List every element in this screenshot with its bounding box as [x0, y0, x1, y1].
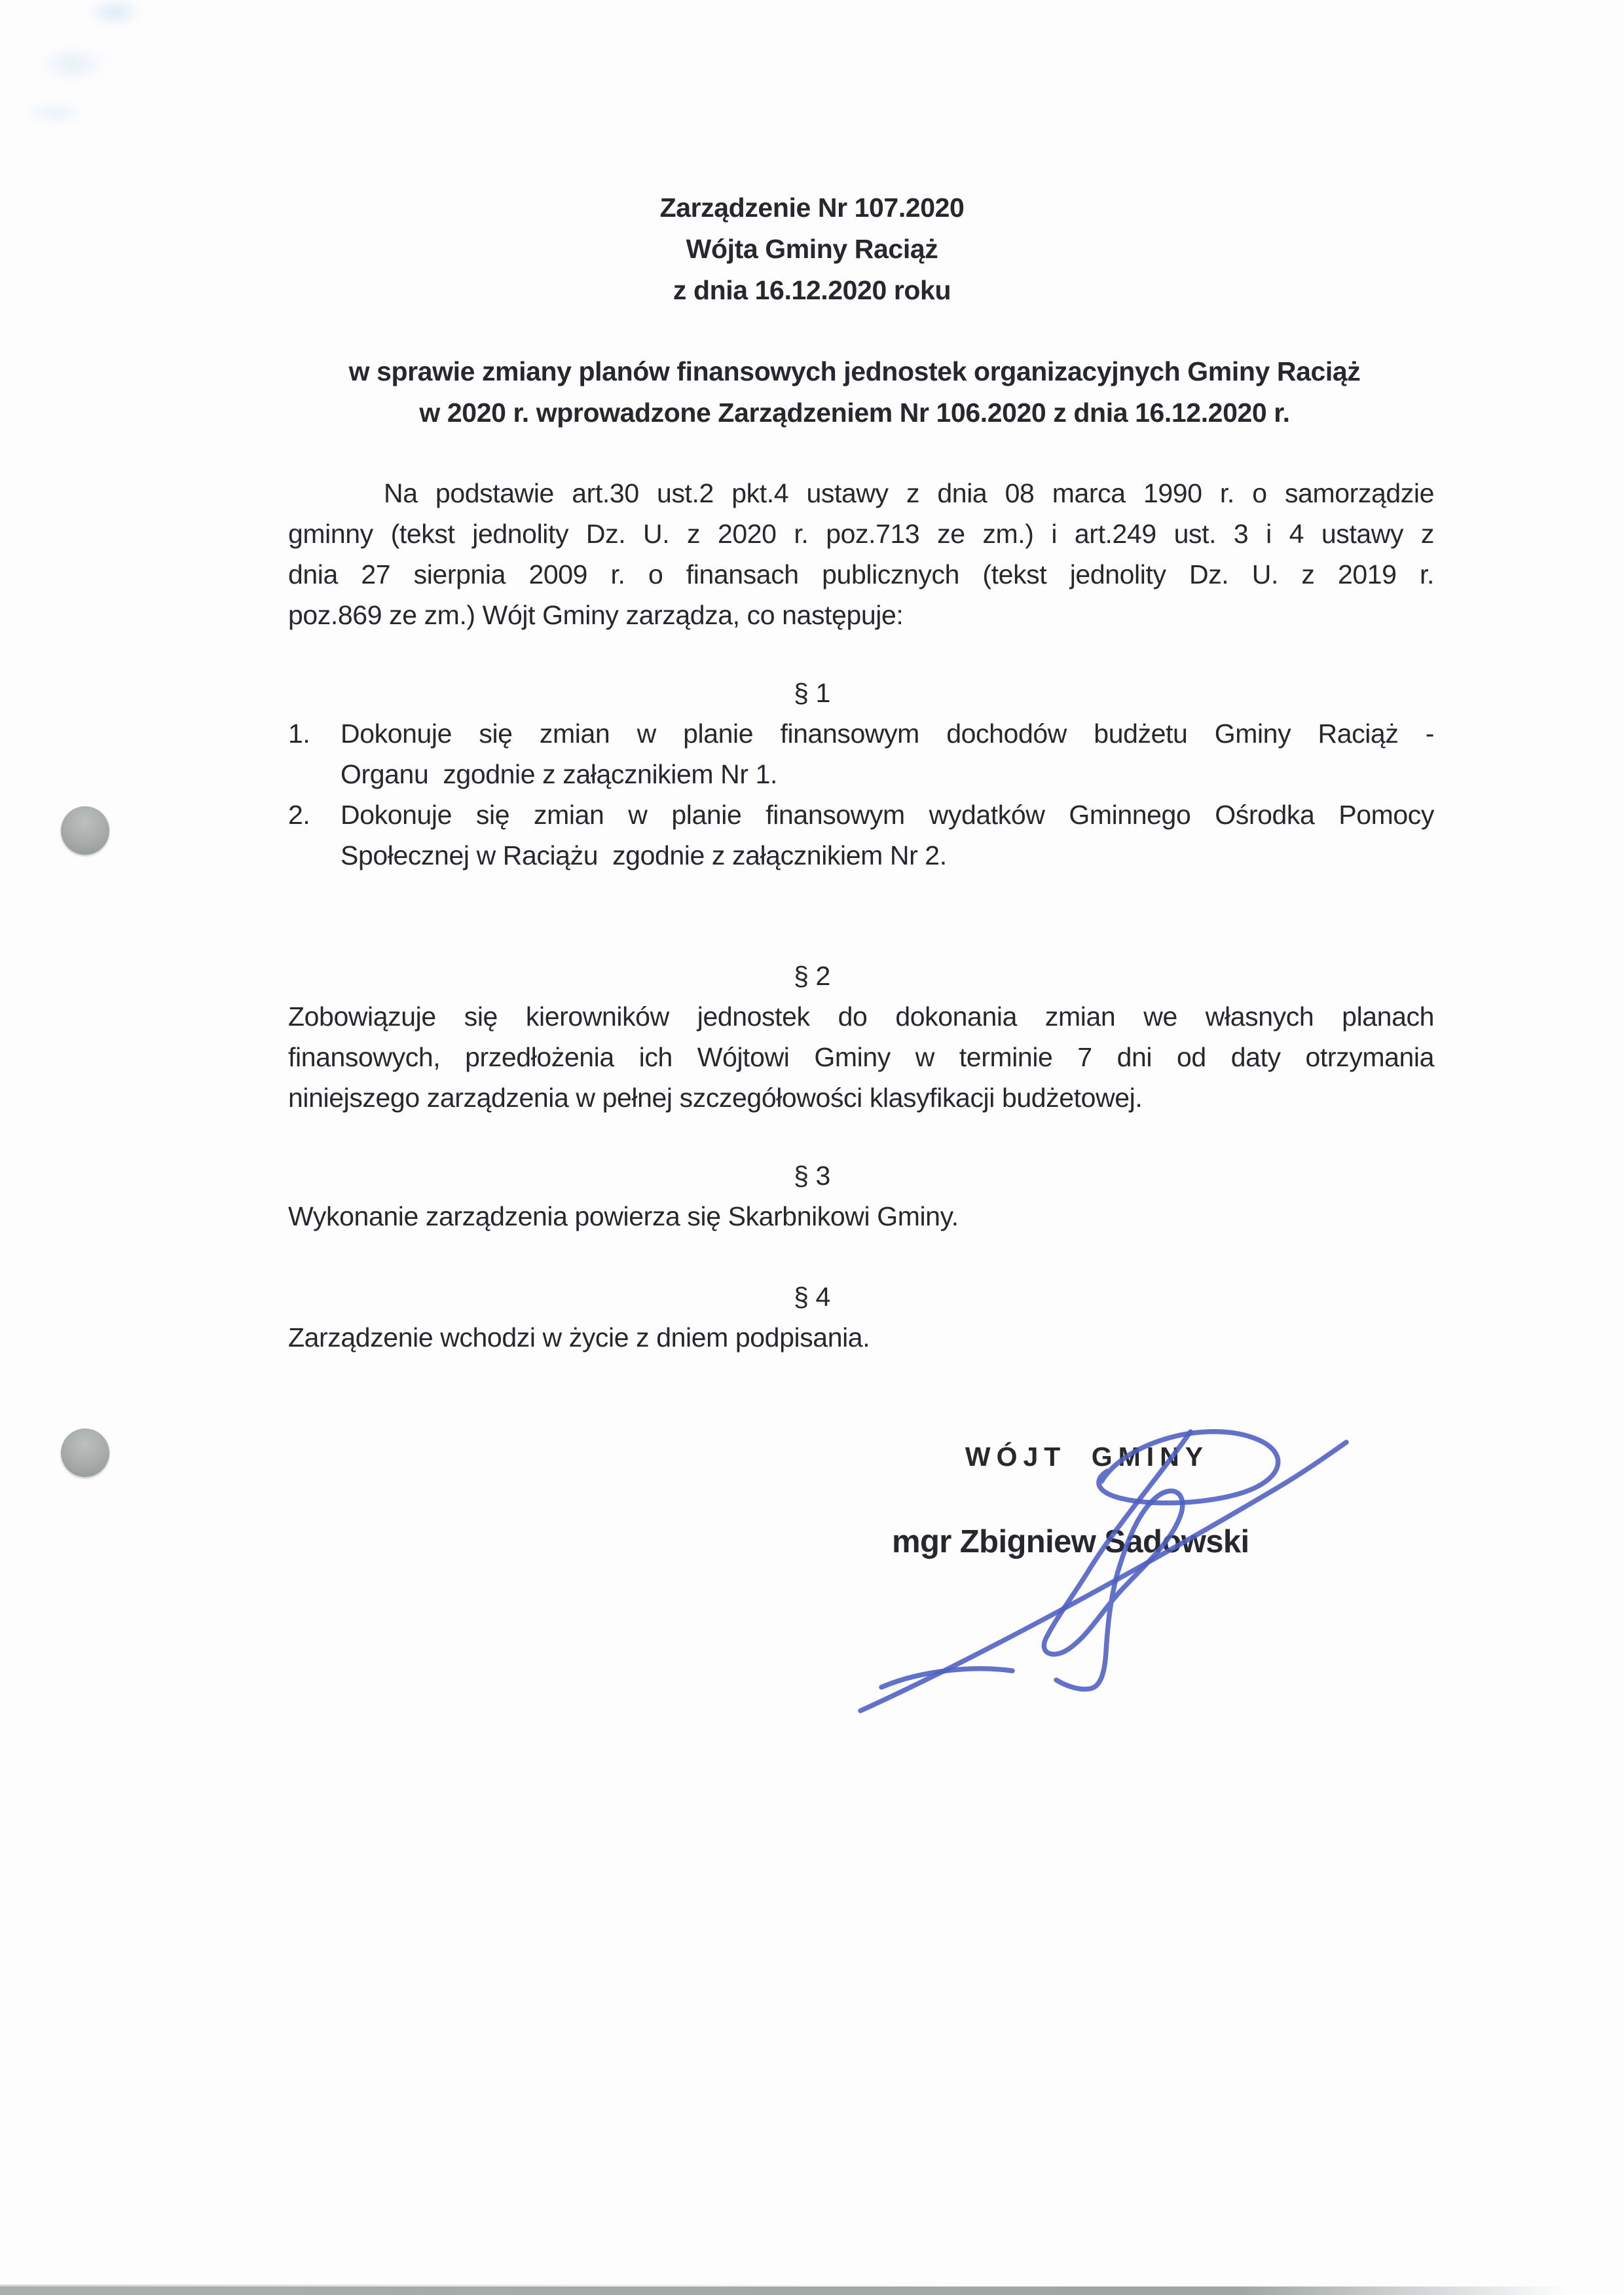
- section-4-paragraph: [288, 1317, 1434, 1358]
- list-item-line: Dokonuje się zmian w planie finansowym dochodów budżetu Gminy Raciąż -: [341, 718, 1434, 749]
- section-2-heading: § 2: [794, 961, 830, 991]
- section-2-paragraph: [288, 996, 1434, 1118]
- subject-line-2: w 2020 r. wprowadzone Zarządzeniem Nr 106.2020 z dnia 16.12.2020 r.: [419, 398, 1290, 428]
- scan-edge-artifact: [0, 2286, 1583, 2295]
- legal-basis-line: Na podstawie art.30 ust.2 pkt.4 ustawy z dnia 08 marca 1990 r. o samorządzie: [384, 478, 1434, 508]
- section-3-paragraph: [288, 1196, 1434, 1237]
- legal-basis-line: gminny (tekst jednolity Dz. U. z 2020 r. poz.713 ze zm.) i art.249 ust. 3 i 4 ustawy z: [288, 519, 1434, 549]
- section-1-heading: § 1: [794, 678, 830, 708]
- hole-punch-bottom: [61, 1428, 109, 1477]
- title-line-issuer: Wójta Gminy Raciąż: [686, 234, 938, 264]
- legal-basis-line: poz.869 ze zm.) Wójt Gminy zarządza, co następuje:: [288, 600, 904, 630]
- list-item-1-text: [341, 713, 1434, 794]
- section-3-heading: § 3: [794, 1161, 830, 1191]
- scan-smudge-artifact: [9, 0, 160, 139]
- list-item-line: Społecznej w Raciążu zgodnie z załącznikiem Nr 2.: [341, 840, 947, 870]
- paragraph-line: Wykonanie zarządzenia powierza się Skarbnikowi Gminy.: [288, 1201, 959, 1231]
- section-4-heading: § 4: [794, 1282, 830, 1312]
- paragraph-line: Zobowiązuje się kierowników jednostek do dokonania zmian we własnych planach: [288, 1001, 1434, 1032]
- paragraph-line: Zarządzenie wchodzi w życie z dniem podpisania.: [288, 1322, 870, 1353]
- section-1-list: [288, 713, 1434, 876]
- paragraph-line: niniejszego zarządzenia w pełnej szczegółowości klasyfikacji budżetowej.: [288, 1083, 1143, 1113]
- hole-punch-top: [61, 806, 109, 855]
- list-item-line: Organu zgodnie z załącznikiem Nr 1.: [341, 759, 777, 789]
- title-line-number: Zarządzenie Nr 107.2020: [659, 193, 965, 223]
- list-item-2-text: [341, 794, 1434, 876]
- list-item-1-number: 1.: [288, 718, 310, 749]
- signatory-role: WÓJT GMINY: [965, 1442, 1209, 1472]
- paragraph-line: finansowych, przedłożenia ich Wójtowi Gminy w terminie 7 dni od daty otrzymania: [288, 1042, 1434, 1072]
- legal-basis-line: dnia 27 sierpnia 2009 r. o finansach publicznych (tekst jednolity Dz. U. z 2019 r.: [288, 559, 1434, 589]
- document-title: [0, 187, 1624, 311]
- list-item-2-number: 2.: [288, 800, 310, 830]
- document-subject: [275, 351, 1434, 434]
- list-item-1: [288, 713, 1434, 794]
- signatory-name: mgr Zbigniew Sadowski: [892, 1524, 1249, 1559]
- title-line-date: z dnia 16.12.2020 roku: [673, 275, 951, 305]
- list-item-2: [288, 794, 1434, 876]
- list-item-line: Dokonuje się zmian w planie finansowym wydatków Gminnego Ośrodka Pomocy: [341, 800, 1434, 830]
- legal-basis-paragraph: [288, 473, 1434, 635]
- subject-line-1: w sprawie zmiany planów finansowych jednostek organizacyjnych Gminy Raciąż: [348, 356, 1361, 386]
